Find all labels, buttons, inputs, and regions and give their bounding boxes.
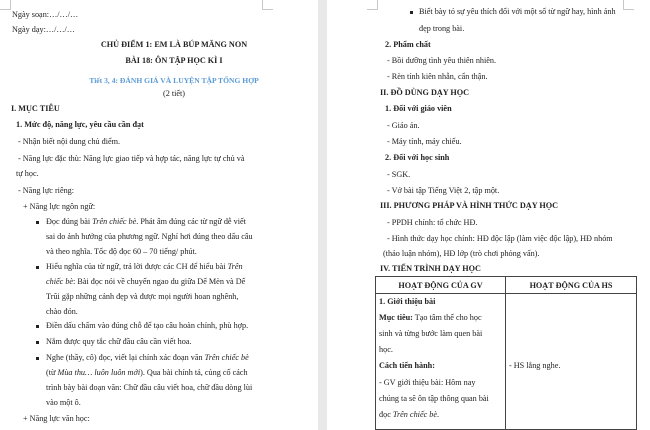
subsection-competencies: 1. Mức độ, năng lực, yêu cầu cần đạt: [16, 120, 144, 129]
text-line: Mục tiêu: Tạo tâm thế cho học: [379, 313, 482, 322]
text-line: chiếc bè: Bài đọc nói về chuyến ngao du giữa Dế Mèn và Dế: [46, 277, 246, 286]
lesson-title: BÀI 18: ÔN TẬP HỌC KÌ I: [125, 56, 223, 65]
activity-table: [375, 276, 637, 430]
text-line: - Nhận biết nội dung chủ điểm.: [18, 137, 121, 146]
period-title: Tiết 3, 4: ĐÁNH GIÁ VÀ LUYỆN TẬP TỔNG HỢP: [89, 76, 259, 85]
text-line: đọc Trên chiếc bè.: [379, 410, 440, 419]
date-prepared: Ngày soạn:…/…/…: [12, 10, 79, 19]
bullet-icon: [36, 266, 39, 269]
text-line: đẹp trong bài.: [419, 24, 465, 33]
student-activity-cell: [506, 294, 637, 430]
theme-title: CHỦ ĐIỂM 1: EM LÀ BÚP MĂNG NON: [100, 40, 248, 49]
text-line: Hiểu nghĩa của từ ngữ, trả lời được các CH để hiểu bài Trên: [46, 262, 243, 271]
text-line: (thảo luận nhóm), HĐ lớp (trò chơi phỏng vấn).: [383, 249, 540, 258]
subsection-student: 2. Đối với học sinh: [385, 153, 450, 162]
subsection-qualities: 2. Phẩm chất: [385, 40, 431, 49]
table-header-student: HOẠT ĐỘNG CỦA HS: [506, 277, 637, 294]
text-line: chúng ta sẽ ôn tập thông quan bài: [379, 394, 489, 403]
text-line: - HS lắng nghe.: [509, 361, 561, 370]
text-line: - Hình thức dạy học chính: HĐ độc lập (làm việc độc lập), HĐ nhóm: [387, 234, 613, 243]
section-objectives: I. MỤC TIÊU: [11, 104, 60, 113]
period-count: (2 tiết): [162, 89, 186, 98]
text-line: Biết bày tỏ sự yêu thích đối với một số từ ngữ hay, hình ảnh: [419, 7, 616, 16]
document-page-left: [0, 0, 318, 430]
bullet-icon: [36, 341, 39, 344]
text-line: Nghe (thầy, cô) đọc, viết lại chính xác đoạn văn Trên chiếc bè: [46, 353, 249, 362]
crop-mark: [367, 0, 378, 10]
text-line: Đọc đúng bài Trên chiếc bè. Phát âm đúng các từ ngữ dễ viết: [46, 217, 246, 226]
activity-title: 1. Giới thiệu bài: [379, 297, 436, 306]
text-line: + Năng lực ngôn ngữ:: [23, 202, 96, 211]
text-line: - Bồi dưỡng tình yêu thiên nhiên.: [387, 56, 497, 65]
date-taught: Ngày dạy:…/…/…: [12, 25, 75, 34]
text-line: - Năng lực đặc thù: Năng lực giao tiếp và hợp tác, năng lực tự chủ và: [18, 154, 245, 163]
text-line: - GV giới thiệu bài: Hôm nay: [379, 378, 476, 387]
text-line: - Vở bài tập Tiếng Việt 2, tập một.: [387, 186, 500, 195]
text-line: - Giáo án.: [387, 121, 420, 130]
text-line: chào đón.: [46, 307, 78, 316]
bullet-icon: [36, 357, 39, 360]
text-line: + Năng lực văn học:: [23, 414, 90, 423]
text-line: sai do ảnh hưởng của phương ngữ. Nghỉ hơi đúng theo dấu câu: [46, 232, 253, 241]
teacher-activity-cell: [376, 294, 506, 430]
text-line: vào một ô.: [46, 398, 81, 407]
section-procedure: IV. TIẾN TRÌNH DẠY HỌC: [380, 264, 481, 273]
document-page-right: [327, 0, 650, 430]
subsection-teacher: 1. Đối với giáo viên: [385, 104, 452, 113]
text-line: Nắm được quy tắc chữ đầu câu cần viết hoa.: [46, 337, 192, 346]
section-materials: II. ĐỒ DÙNG DẠY HỌC: [380, 88, 470, 97]
section-methods: III. PHƯƠNG PHÁP VÀ HÌNH THỨC DẠY HỌC: [380, 201, 559, 210]
bullet-icon: [36, 325, 39, 328]
text-line: học.: [379, 345, 393, 354]
text-line: (từ Mùa thu… luôn luôn mới). Qua bài chính tả, củng cố cách: [46, 368, 248, 377]
text-line: Trũi gặp những cảnh đẹp và được mọi người hoan nghênh,: [46, 292, 239, 301]
text-line: - Rèn tính kiên nhẫn, cẩn thận.: [387, 72, 488, 81]
text-line: - PPDH chính: tổ chức HĐ.: [387, 218, 478, 227]
text-line: Cách tiến hành:: [379, 361, 435, 370]
bullet-icon: [36, 221, 39, 224]
text-line: và theo nghĩa. Tốc độ đọc 60 – 70 tiếng/ phút.: [46, 247, 197, 256]
text-line: trình bày bài đoạn văn: Chữ đầu câu viết hoa, chữ đầu dòng lùi: [46, 383, 253, 392]
text-line: - Năng lực riêng:: [18, 186, 75, 195]
crop-mark: [623, 0, 634, 10]
text-line: sinh và từng bước làm quen bài: [379, 329, 483, 338]
crop-mark: [262, 0, 273, 10]
text-line: - Máy tính, máy chiếu.: [387, 137, 462, 146]
text-line: tự học.: [16, 169, 39, 178]
crop-mark: [0, 0, 11, 10]
text-line: Điền dấu chấm vào đúng chỗ để tạo câu hoàn chỉnh, phù hợp.: [46, 321, 249, 330]
bullet-icon: [410, 11, 413, 14]
table-header-teacher: HOẠT ĐỘNG CỦA GV: [376, 277, 506, 294]
text-line: - SGK.: [387, 170, 411, 179]
